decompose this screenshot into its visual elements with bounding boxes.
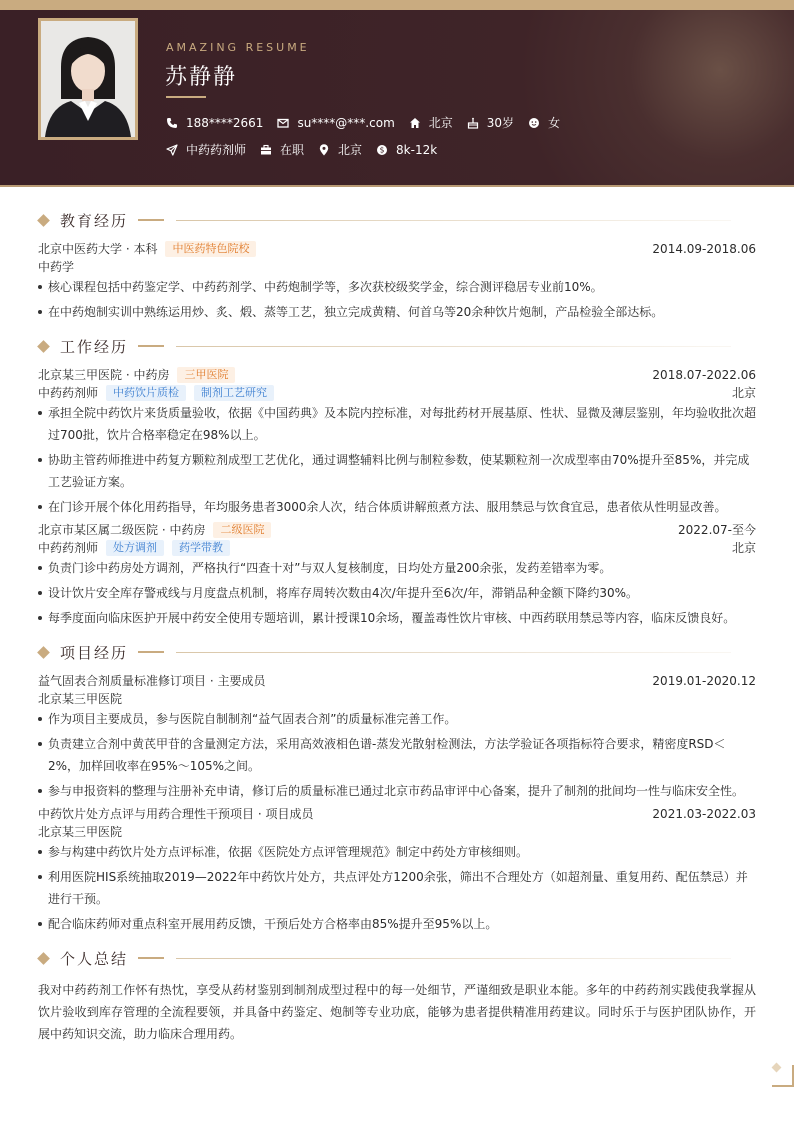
summary-text: 我对中药药剂工作怀有热忱，享受从药材鉴别到制剂成型过程中的每一处细节，严谨细致是职业本能。多年的中药药剂实践使我掌握从饮片验收到库存管理的全流程要领，并具备中药鉴定、炮制等专业功底，能够为患者提供精准用药建议。同时乐于与医护团队协作，开展中药知识交流，助力临床合理用药。 bbox=[38, 983, 756, 1041]
major-name: 中药学 bbox=[38, 260, 75, 274]
list-item: 作为项目主要成员，参与医院自制制剂“益气固表合剂”的质量标准完善工作。 bbox=[38, 708, 756, 730]
work-bullets bbox=[38, 402, 756, 518]
target-city-item bbox=[318, 141, 362, 158]
briefcase-icon bbox=[260, 144, 272, 156]
phone-icon bbox=[166, 117, 178, 129]
section-divider bbox=[138, 345, 164, 347]
email-text: su****@***.com bbox=[297, 115, 395, 130]
age-text: 30岁 bbox=[486, 116, 515, 130]
role-tag: 药学带教 bbox=[172, 540, 230, 556]
salary-item bbox=[376, 143, 437, 157]
gender-item bbox=[528, 114, 560, 131]
project-org: 北京某三甲医院 bbox=[38, 692, 123, 706]
header-divider bbox=[0, 185, 794, 187]
face-icon bbox=[528, 117, 540, 129]
target-position-text: 中药药剂师 bbox=[186, 143, 247, 157]
section-header-project bbox=[38, 632, 756, 672]
residence-text: 北京 bbox=[428, 116, 453, 130]
project-bullets bbox=[38, 841, 756, 935]
project-title: 中药饮片处方点评与用药合理性干预项目 · 项目成员 bbox=[38, 807, 314, 821]
project-bullets bbox=[38, 708, 756, 802]
section-divider bbox=[138, 957, 164, 959]
work-entry-header bbox=[38, 366, 756, 384]
mail-icon bbox=[277, 117, 289, 129]
section-header-education bbox=[38, 200, 756, 240]
diamond-icon bbox=[37, 340, 50, 353]
phone-text: 188****2661 bbox=[186, 115, 264, 130]
corner-bracket-decoration bbox=[772, 1065, 794, 1087]
school-name: 北京中医药大学 · 本科 bbox=[38, 242, 158, 256]
target-position-item bbox=[166, 141, 246, 158]
education-major-row bbox=[38, 258, 756, 276]
diamond-icon bbox=[37, 646, 50, 659]
section-divider bbox=[176, 220, 731, 221]
salary-text: 8k-12k bbox=[396, 142, 438, 157]
school-tag: 中医药特色院校 bbox=[165, 241, 256, 257]
contact-row bbox=[166, 114, 574, 131]
job-role: 中药药剂师 bbox=[38, 386, 99, 400]
section-divider bbox=[176, 346, 731, 347]
work-city: 北京 bbox=[731, 386, 756, 400]
list-item: 在中药炮制实训中熟练运用炒、炙、煅、蒸等工艺，独立完成黄精、何首乌等20余种饮片炮制，产品检验全部达标。 bbox=[38, 301, 756, 323]
role-tag: 制剂工艺研究 bbox=[194, 385, 274, 401]
list-item: 设计饮片安全库存警戒线与月度盘点机制，将库存周转次数由4次/年提升至6次/年，滞销品种金额下降约30%。 bbox=[38, 582, 756, 604]
project-org: 北京某三甲医院 bbox=[38, 825, 123, 839]
list-item: 参与构建中药饮片处方点评标准，依据《医院处方点评管理规范》制定中药处方审核细则。 bbox=[38, 841, 756, 863]
list-item: 利用医院HIS系统抽取2019—2022年中药饮片处方，共点评处方1200余张，筛出不合理处方（如超剂量、重复用药、配伍禁忌）并进行干预。 bbox=[38, 866, 756, 910]
profile-photo bbox=[38, 18, 138, 140]
cake-icon bbox=[467, 117, 479, 129]
section-title: 个人总结 bbox=[60, 949, 129, 968]
list-item: 承担全院中药饮片来货质量验收，依据《中国药典》及本院内控标准，对每批药材开展基原、性状、显微及薄层鉴别，年均验收批次超过700批，饮片合格率稳定在98%以上。 bbox=[38, 402, 756, 446]
role-tag: 中药饮片质检 bbox=[106, 385, 186, 401]
list-item: 在门诊开展个体化用药指导，年均服务患者3000余人次，结合体质讲解煎煮方法、服用禁忌与饮食宜忌，患者依从性明显改善。 bbox=[38, 496, 756, 518]
job-status-text: 在职 bbox=[280, 143, 305, 157]
list-item: 负责门诊中药房处方调剂，严格执行“四查十对”与双人复核制度，日均处方量200余张，发药差错率为零。 bbox=[38, 557, 756, 579]
education-entry-header bbox=[38, 240, 756, 258]
money-icon bbox=[376, 144, 388, 156]
role-tag: 处方调剂 bbox=[106, 540, 164, 556]
company-tag: 二级医院 bbox=[213, 522, 271, 538]
work-role-row bbox=[38, 539, 756, 557]
name-underline bbox=[166, 96, 206, 98]
section-divider bbox=[138, 219, 164, 221]
company-tag: 三甲医院 bbox=[177, 367, 235, 383]
list-item: 配合临床药师对重点科室开展用药反馈，干预后处方合格率由85%提升至95%以上。 bbox=[38, 913, 756, 935]
section-divider bbox=[138, 651, 164, 653]
project-entry-header bbox=[38, 672, 756, 690]
company-name: 北京市某区属二级医院 · 中药房 bbox=[38, 523, 206, 537]
education-date: 2014.09-2018.06 bbox=[652, 242, 756, 256]
job-intent-row bbox=[166, 141, 451, 158]
list-item: 协助主管药师推进中药复方颗粒剂成型工艺优化，通过调整辅料比例与制粒参数，使某颗粒剂一次成型率由70%提升至85%，并完成工艺验证方案。 bbox=[38, 449, 756, 493]
project-org-row bbox=[38, 690, 756, 708]
list-item: 每季度面向临床医护开展中药安全使用专题培训，累计授课10余场，覆盖毒性饮片审核、中西药联用禁忌等内容，临床反馈良好。 bbox=[38, 607, 756, 629]
list-item: 负责建立合剂中黄芪甲苷的含量测定方法，采用高效液相色谱-蒸发光散射检测法，方法学验证各项指标符合要求，精密度RSD＜2%，加样回收率在95%～105%之间。 bbox=[38, 733, 756, 777]
job-role: 中药药剂师 bbox=[38, 541, 99, 555]
project-date: 2019.01-2020.12 bbox=[652, 674, 756, 688]
project-title: 益气固表合剂质量标准修订项目 · 主要成员 bbox=[38, 674, 266, 688]
section-title: 项目经历 bbox=[60, 643, 129, 662]
work-date: 2018.07-2022.06 bbox=[652, 368, 756, 382]
home-icon bbox=[409, 117, 421, 129]
age-item bbox=[467, 114, 514, 131]
work-bullets bbox=[38, 557, 756, 629]
top-accent-strip bbox=[0, 0, 794, 10]
section-header-summary bbox=[38, 938, 756, 978]
project-entry-header bbox=[38, 805, 756, 823]
resume-body bbox=[38, 200, 756, 1045]
work-entry-header bbox=[38, 521, 756, 539]
section-title: 工作经历 bbox=[60, 337, 129, 356]
list-item: 参与申报资料的整理与注册补充申请，修订后的质量标准已通过北京市药品审评中心备案，提升了制剂的批间均一性与临床安全性。 bbox=[38, 780, 756, 802]
work-city: 北京 bbox=[731, 541, 756, 555]
diamond-icon bbox=[37, 952, 50, 965]
education-bullets bbox=[38, 276, 756, 323]
job-status-item bbox=[260, 141, 304, 158]
send-icon bbox=[166, 144, 178, 156]
email-item bbox=[277, 116, 394, 130]
company-name: 北京某三甲医院 · 中药房 bbox=[38, 368, 170, 382]
work-role-row bbox=[38, 384, 756, 402]
phone-item bbox=[166, 116, 263, 130]
candidate-name: 苏静静 bbox=[165, 65, 238, 90]
section-header-work bbox=[38, 326, 756, 366]
section-title: 教育经历 bbox=[60, 211, 129, 230]
svg-text:$: $ bbox=[379, 145, 385, 155]
gender-text: 女 bbox=[548, 116, 561, 130]
resume-tagline: AMAZING RESUME bbox=[166, 41, 310, 54]
target-city-text: 北京 bbox=[338, 143, 363, 157]
project-org-row bbox=[38, 823, 756, 841]
diamond-icon bbox=[37, 214, 50, 227]
list-item: 核心课程包括中药鉴定学、中药药剂学、中药炮制学等，多次获校级奖学金，综合测评稳居专业前10%。 bbox=[38, 276, 756, 298]
work-date: 2022.07-至今 bbox=[678, 523, 756, 537]
residence-item bbox=[409, 114, 453, 131]
project-date: 2021.03-2022.03 bbox=[652, 807, 756, 821]
location-pin-icon bbox=[318, 144, 330, 156]
section-divider bbox=[176, 958, 731, 959]
section-divider bbox=[176, 652, 731, 653]
